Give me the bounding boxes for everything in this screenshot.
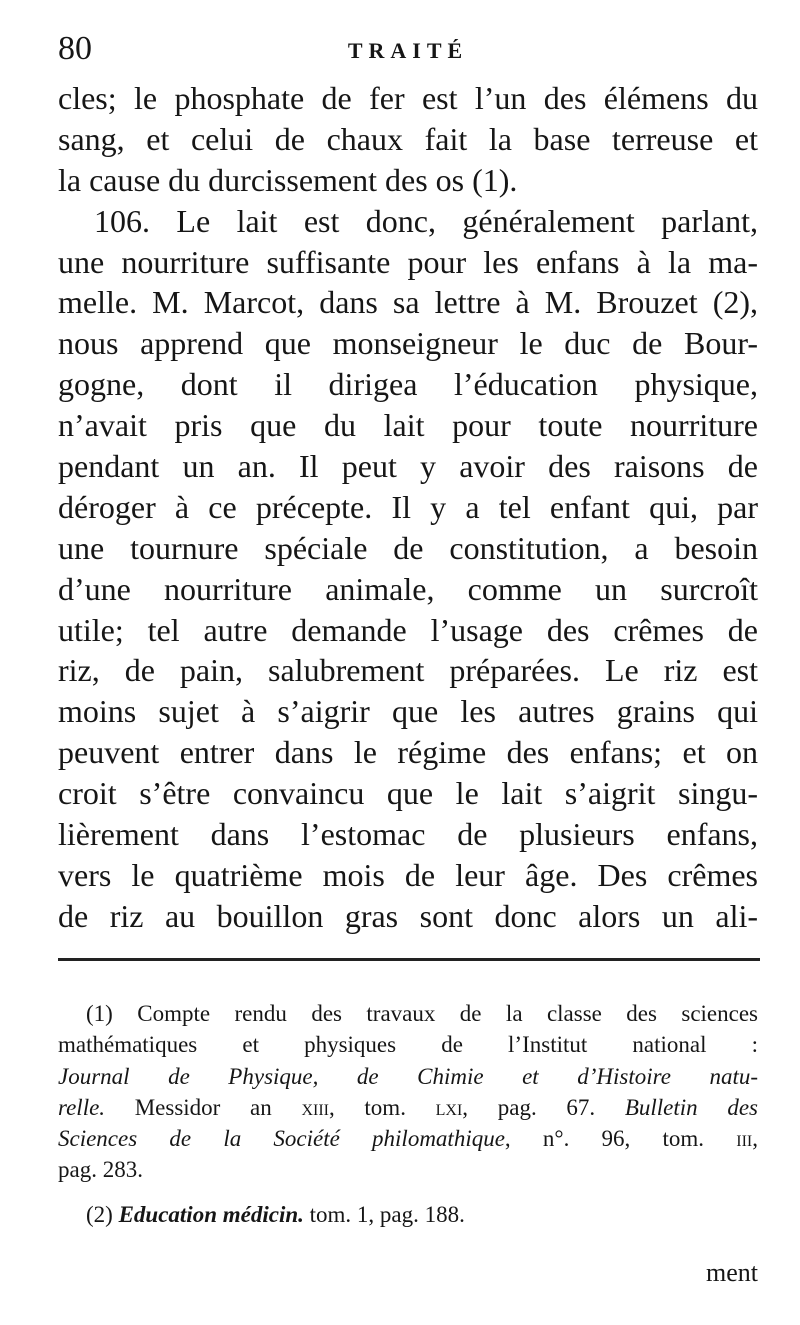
main-text: [58, 78, 758, 937]
text-line: la cause du durcissement des os (1).: [58, 161, 518, 198]
footnote-1-line: [58, 998, 758, 1029]
roman-numeral: lxi: [435, 1094, 463, 1120]
footnote-text: , pag. 67.: [462, 1094, 625, 1120]
footnote-1-line: mathématiques et physiques de l’Institut national :: [58, 1032, 758, 1058]
text-line: lièrement dans l’estomac de plusieurs enfans,: [58, 816, 758, 853]
footnote-1-line: Journal de Physique, de Chimie et d’Histoire natu-: [58, 1063, 758, 1089]
footnote-text: Messidor an: [105, 1094, 302, 1120]
text-line: peuvent entrer dans le régime des enfans; et on: [58, 734, 758, 771]
running-head: TRAITÉ: [347, 38, 469, 63]
footnote-marker: (2): [86, 1201, 113, 1227]
footnote-text: ,: [752, 1126, 758, 1152]
roman-numeral: xiii: [301, 1094, 329, 1120]
text-line: 106. Le lait est donc, généralement parlant,: [94, 202, 758, 239]
text-line: moins sujet à s’aigrir que les autres grains qui: [58, 693, 758, 730]
journal-title: Bulletin des: [624, 1094, 758, 1120]
text-line: pendant un an. Il peut y avoir des raisons de: [58, 448, 758, 485]
text-line: vers le quatrième mois de leur âge. Des crêmes: [58, 856, 758, 893]
text-line: melle. M. Marcot, dans sa lettre à M. Brouzet (2),: [58, 284, 758, 321]
footnote-marker: (1): [86, 1001, 113, 1026]
page-header: [58, 30, 758, 70]
footnote-1-line: [58, 1092, 758, 1123]
journal-title: Sciences de la Société philomathique: [58, 1126, 505, 1152]
page-number: 80: [58, 30, 92, 67]
footnote-2-line: [58, 1199, 758, 1230]
footnote-text: tom. 1, pag. 188.: [303, 1201, 465, 1227]
footnote-text: Compte rendu des travaux de la classe des sciences: [137, 1001, 758, 1026]
footnotes: [58, 998, 758, 1230]
text-line: de riz au bouillon gras sont donc alors un ali-: [58, 897, 758, 934]
text-line: nous apprend que monseigneur le duc de Bour-: [58, 325, 758, 362]
text-line: une tournure spéciale de constitution, a besoin: [58, 529, 758, 566]
text-line: croit s’être convaincu que le lait s’aigrit singu-: [58, 775, 758, 812]
roman-numeral: iii: [736, 1126, 753, 1152]
text-line: déroger à ce précepte. Il y a tel enfant qui, par: [58, 488, 758, 525]
footnote-text: , n°. 96, tom.: [504, 1126, 737, 1152]
footnote-1-line: [58, 1123, 758, 1154]
catchword: ment: [706, 1258, 758, 1287]
text-line: cles; le phosphate de fer est l’un des élémens du: [58, 80, 758, 116]
text-line: sang, et celui de chaux fait la base terreuse et: [58, 120, 758, 157]
text-line: gogne, dont il dirigea l’éducation physique,: [58, 366, 758, 403]
text-line: d’une nourriture animale, comme un surcroît: [58, 570, 758, 607]
text-line: n’avait pris que du lait pour toute nourriture: [58, 407, 758, 444]
text-line: riz, de pain, salubrement préparées. Le riz est: [58, 652, 758, 689]
text-line: une nourriture suffisante pour les enfans à la ma-: [58, 243, 758, 280]
journal-title: relle.: [58, 1094, 106, 1120]
text-line: utile; tel autre demande l’usage des crêmes de: [58, 611, 758, 648]
book-title: Education médicin.: [118, 1201, 304, 1227]
footnote-divider: [58, 958, 760, 961]
footnote-1-line: pag. 283.: [58, 1157, 143, 1183]
footnote-text: , tom.: [328, 1094, 436, 1120]
